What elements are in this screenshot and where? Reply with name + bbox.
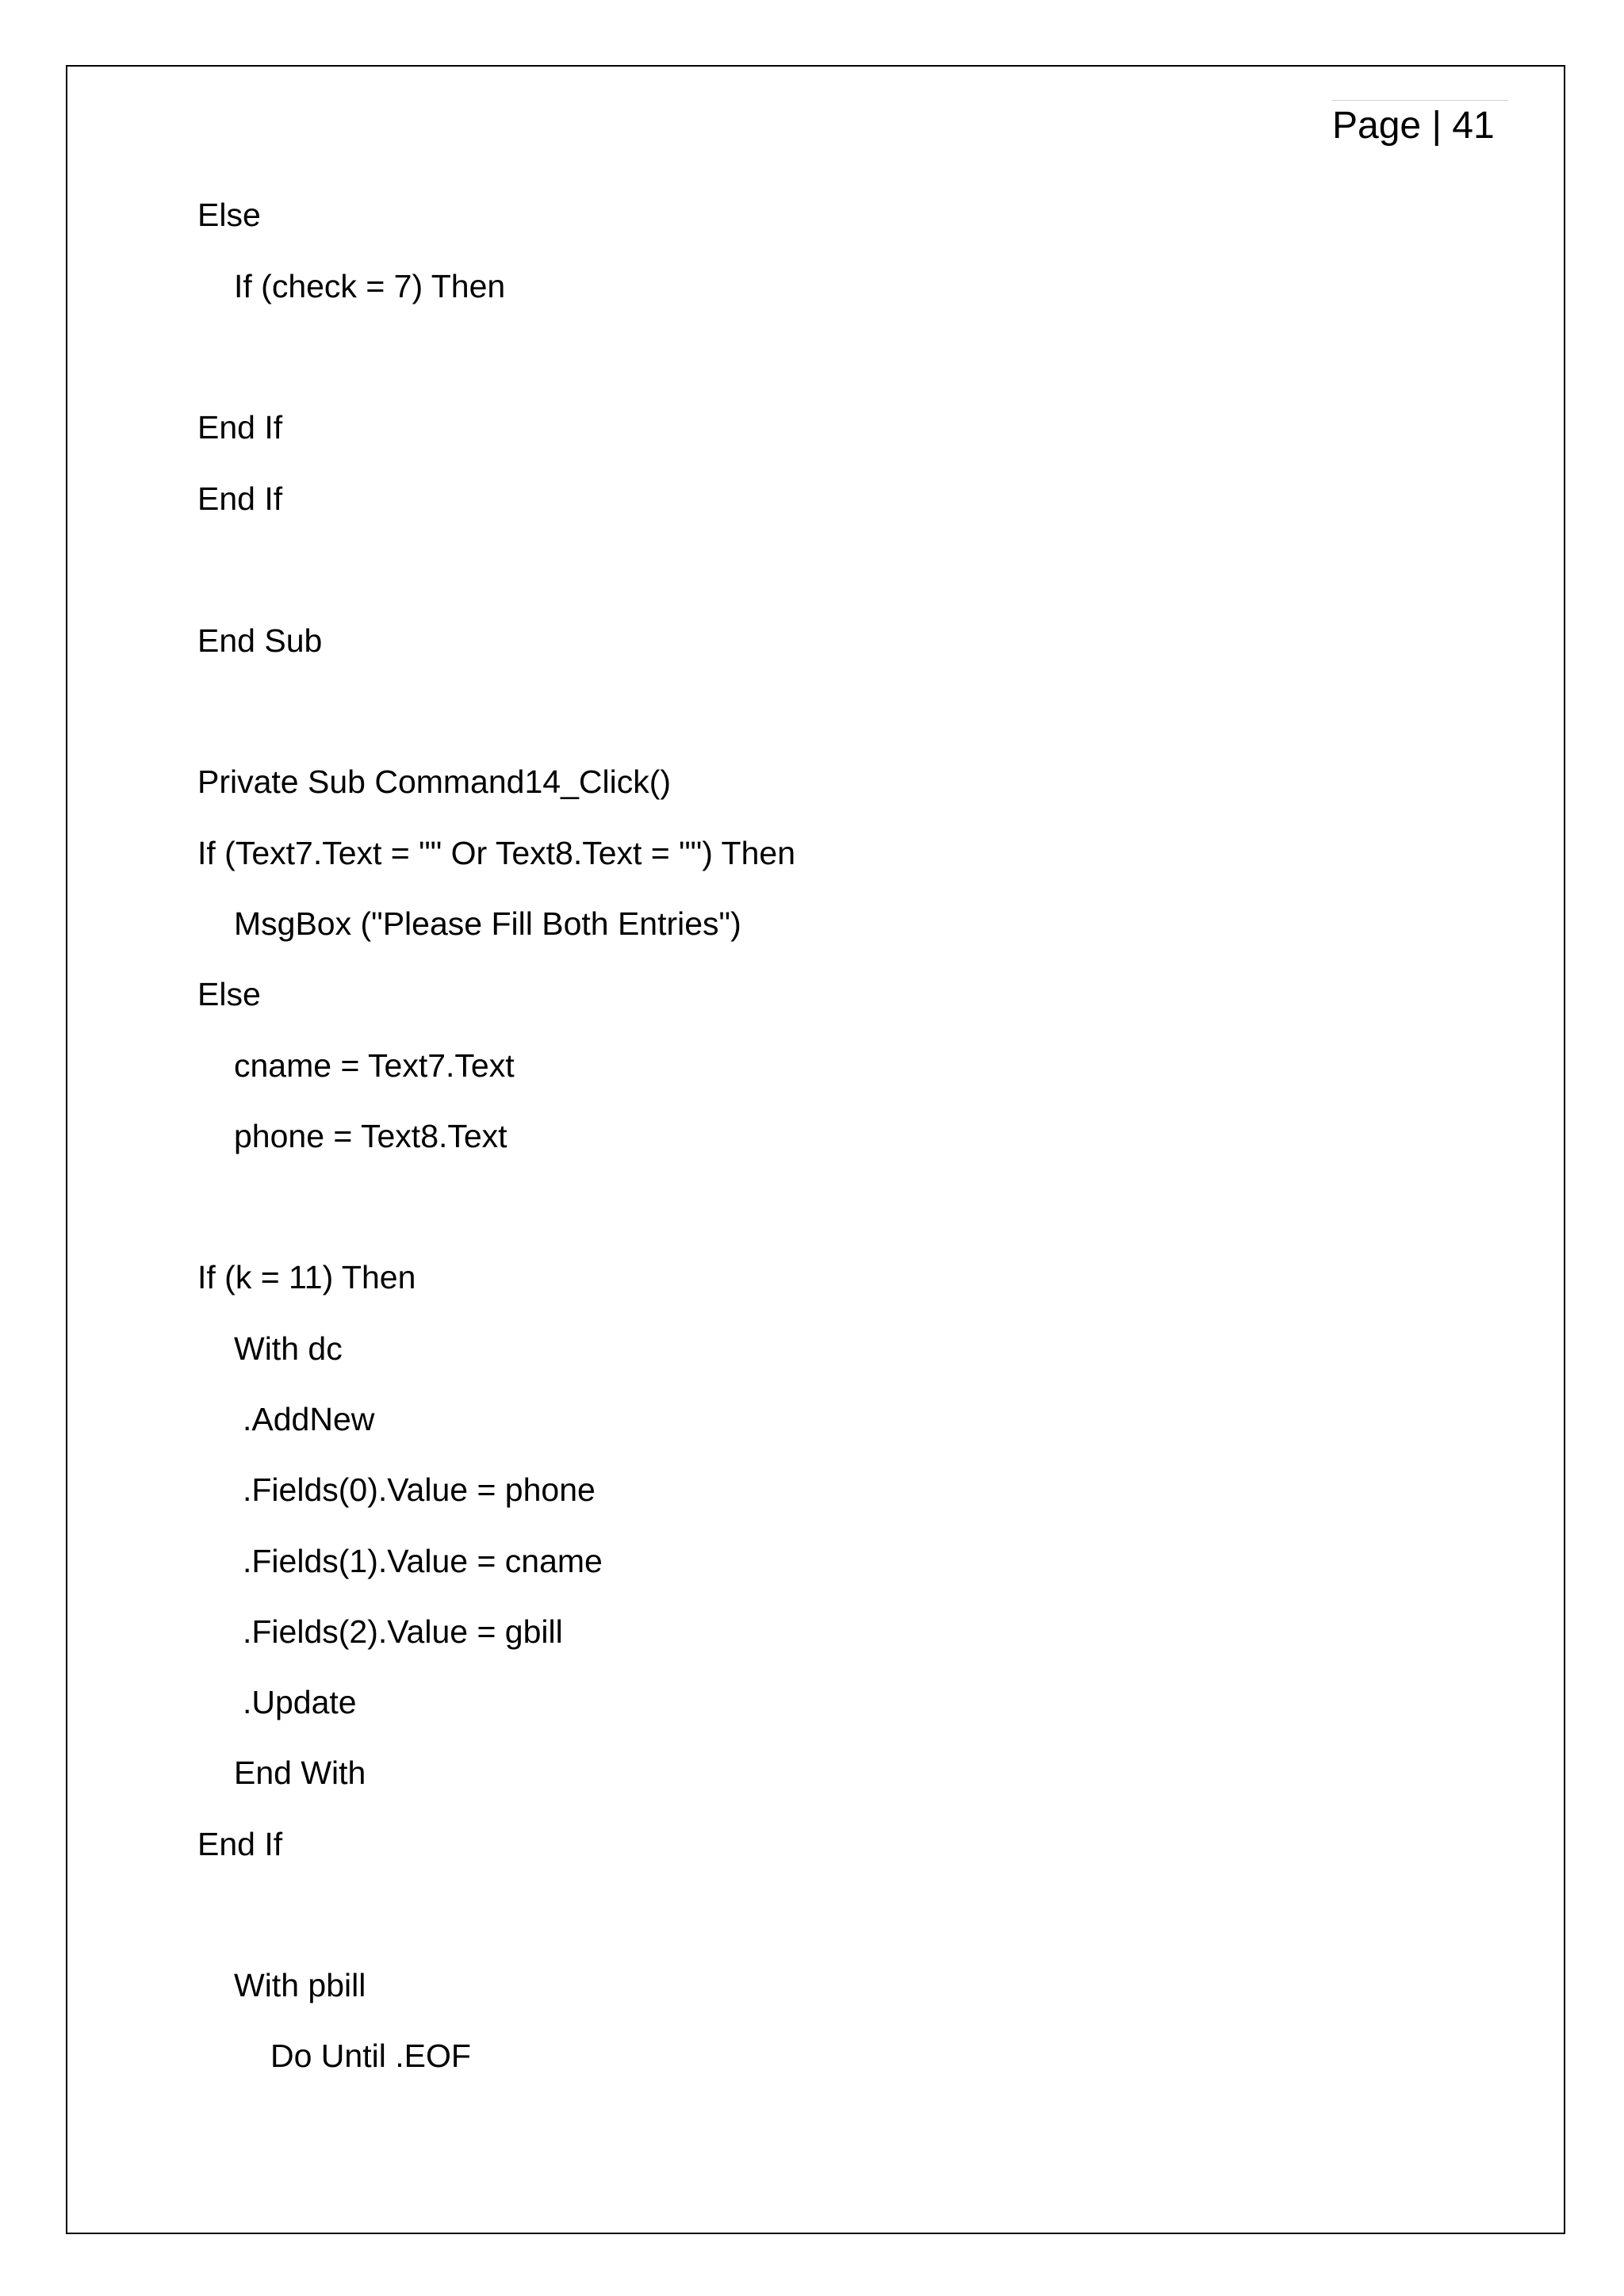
code-line: If (check = 7) Then [234,268,506,304]
code-line: .Fields(2).Value = gbill [243,1613,563,1650]
code-line: .Fields(0).Value = phone [243,1471,596,1508]
code-line: End If [197,1826,283,1862]
code-line: Else [197,976,261,1012]
header-rule [1332,100,1508,101]
code-line: End If [197,480,283,517]
code-line: cname = Text7.Text [234,1047,515,1084]
code-line: phone = Text8.Text [234,1118,508,1154]
code-line: If (Text7.Text = "" Or Text8.Text = "") Then [197,835,795,871]
code-line: End If [197,409,283,446]
code-line: Else [197,197,261,233]
code-line: Do Until .EOF [270,2038,471,2074]
code-line: End With [234,1755,366,1791]
code-line: .AddNew [243,1401,375,1437]
code-line: .Update [243,1684,357,1720]
code-line: .Fields(1).Value = cname [243,1543,603,1579]
code-line: With pbill [234,1967,366,2003]
page-number: Page | 41 [1332,105,1495,147]
code-line: If (k = 11) Then [197,1259,416,1295]
code-line: With dc [234,1330,343,1367]
code-line: End Sub [197,622,323,659]
code-line: MsgBox ("Please Fill Both Entries") [234,905,741,942]
code-line: Private Sub Command14_Click() [197,763,672,800]
